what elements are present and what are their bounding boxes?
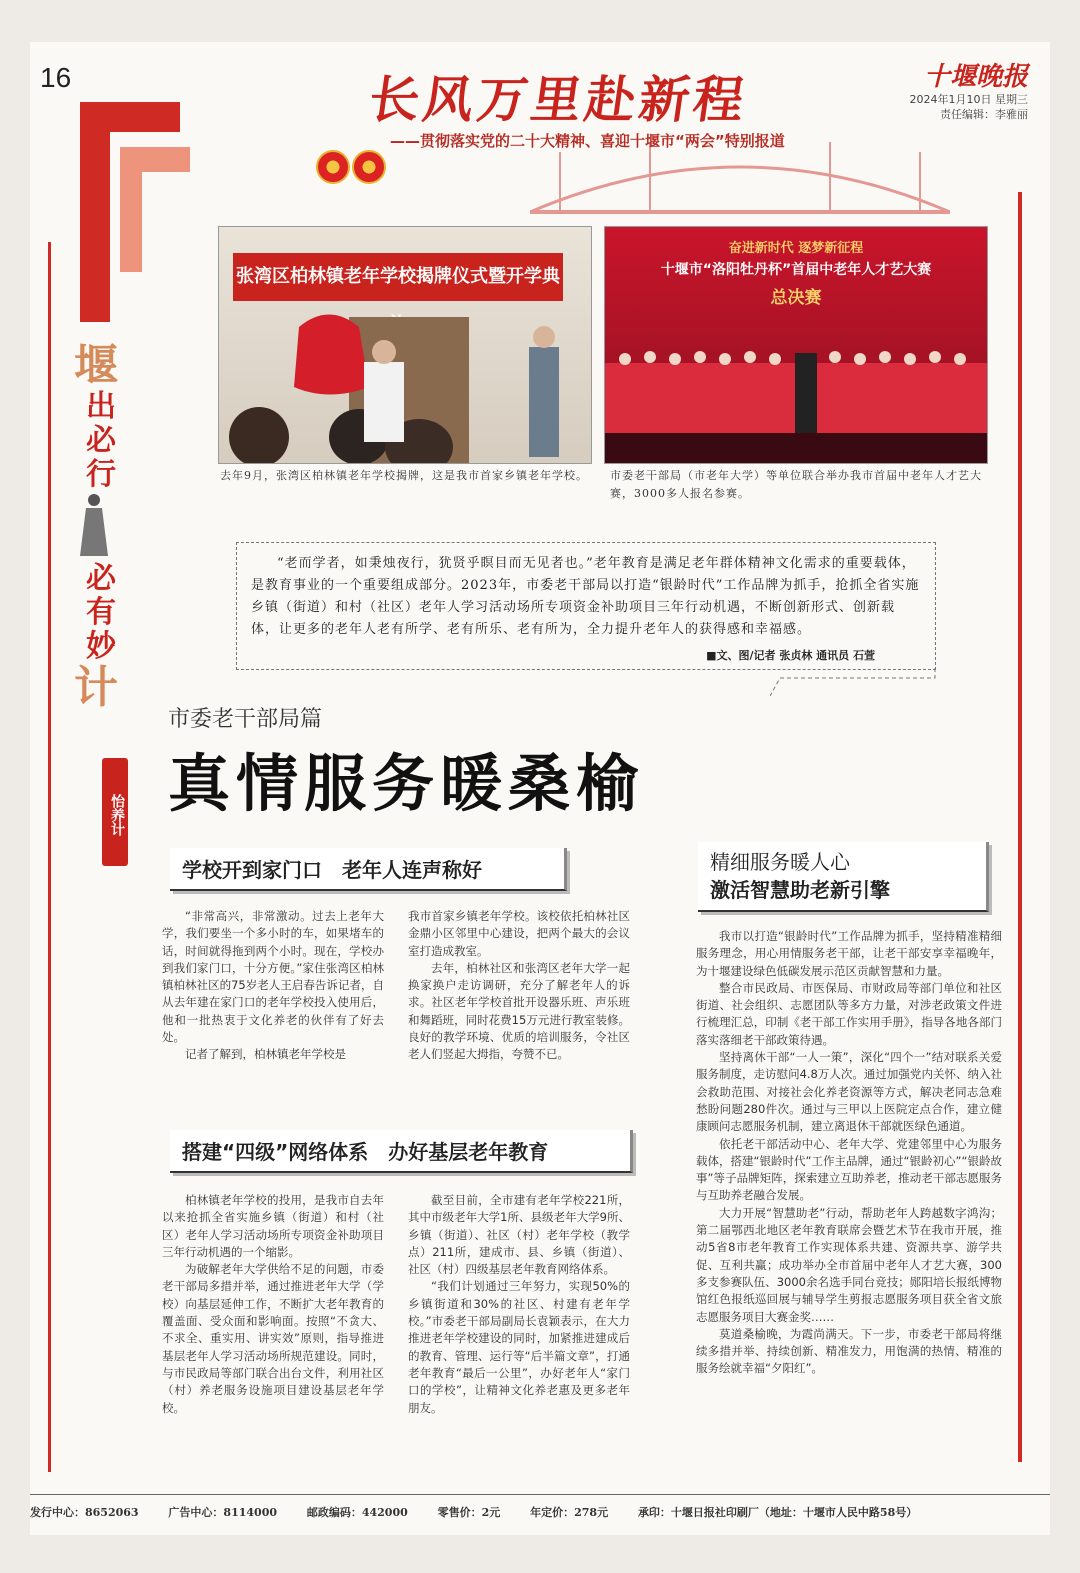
paragraph: 依托老干部活动中心、老年大学、党建邻里中心为服务载体，搭建“银龄时代”工作主品牌，通过“银龄初心”“银龄故事”等子品牌矩阵，探索建立互助养老，推动老干部志愿服务与互助养老融合发展。 xyxy=(696,1136,1002,1203)
paragraph: 截至目前，全市建有老年学校221所，其中市级老年大学1所、县级老年大学9所、乡镇（街道）、社区（村）老年学校（教学点）211所，建成市、县、乡镇（街道）、社区（村）四级基层老年教育网络体系。 xyxy=(408,1193,630,1277)
side-char-2: 出 xyxy=(86,389,116,424)
section2-column-2 xyxy=(408,1192,630,1417)
footer-postcode: 邮政编码：442000 xyxy=(306,1506,408,1519)
left-red-rule xyxy=(48,242,51,1472)
intro-box xyxy=(236,542,936,670)
photo-talent-contest xyxy=(604,226,988,464)
side-vertical-title xyxy=(74,342,144,712)
paragraph: 柏林镇老年学校的投用，是我市自去年以来抢抓全省实施乡镇（街道）和村（社区）老年人学习活动场所专项资金补助项目三年行动机遇的一个缩影。 xyxy=(162,1193,384,1259)
cppcc-emblem-icon xyxy=(352,150,386,184)
section1-column-2 xyxy=(408,908,630,1064)
paragraph: 记者了解到，柏林镇老年学校是 xyxy=(185,1047,346,1062)
paragraph: “非常高兴，非常激动。过去上老年大学，我们要坐一个多小时的车，如果堵车的话，时间就得拖到两个小时。现在，学校办到我们家门口，十分方便。”家住张湾区柏林镇柏林社区的75岁老人王启春告诉记者，自从去年建在家门口的老年学校投入使用后，他和一批热衷于文化养老的伙伴有了好去处。 xyxy=(162,909,384,1045)
paragraph: 整合市民政局、市医保局、市财政局等部门单位和社区街道、社会组织、志愿团队等多方力量，对涉老政策文件进行梳理汇总，印制《老干部工作实用手册》，指导各地各部门落实落细老干部政策待遇。 xyxy=(696,980,1002,1047)
side-char-4: 行 xyxy=(86,457,116,492)
dashed-corner-decoration xyxy=(770,668,940,698)
side-char-1: 堰 xyxy=(74,340,118,391)
footer-annual-price: 年定价：278元 xyxy=(530,1506,609,1519)
paragraph: 我市首家乡镇老年学校。该校依托柏林社区金鼎小区邻里中心建设，把两个最大的会议室打造成教室。 xyxy=(408,909,630,958)
paragraph: 坚持离休干部“一人一策”，深化“四个一”结对联系关爱服务制度，走访慰问4.8万人次。通过加强党内关怀、纳入社会救助范围、对接社会化养老资源等方式，解决老同志急难愁盼问题280件次。通过与三甲以上医院定点合作，建立健康顾问志愿服务机制，建立离退休干部就医绿色通道。 xyxy=(696,1050,1002,1134)
section3-heading xyxy=(698,842,989,912)
photo1-banner: 张湾区柏林镇老年学校揭牌仪式暨开学典 xyxy=(233,253,563,301)
section3-column xyxy=(696,928,1002,1378)
masthead-subtitle: ——贯彻落实党的二十大精神、喜迎十堰市“两会”特别报道 xyxy=(390,132,785,150)
seal-stamp: 怡养计 xyxy=(102,758,128,866)
date-block xyxy=(910,92,1029,122)
photo1-caption: 去年9月，张湾区柏林镇老年学校揭牌，这是我市首家乡镇老年学校。 xyxy=(220,469,588,482)
side-char-3: 必 xyxy=(86,423,116,458)
paragraph: 为破解老年大学供给不足的问题，市委老干部局多措并举，通过推进老年大学（学校）向基层延伸工作，不断扩大老年教育的覆盖面、受众面和影响面。按照“不贪大、不求全、重实用、讲实效”原则，指导推进基层老年人学习活动场所规范建设。同时，与市民政局等部门联合出台文件，利用社区（村）养老服务设施项目建设基层老年学校。 xyxy=(162,1262,384,1415)
article-headline: 真情服务暖桑榆 xyxy=(168,747,645,820)
masthead-title: 长风万里赴新程 xyxy=(365,70,752,129)
page-number: 16 xyxy=(40,62,72,93)
figure-silhouette-icon xyxy=(74,492,144,562)
paragraph: “我们计划通过三年努力，实现50%的乡镇街道和30%的社区、村建有老年学校。”市委老干部局副局长袁颖表示，在大力推进老年学校建设的同时，加紧推进建成后的教育、管理、运行等“后半篇文章”，打通老年教育“最后一公里”，办好老年人“家门口的学校”，让精神文化养老惠及更多老年朋友。 xyxy=(408,1279,630,1415)
section3-heading-line2: 激活智慧助老新引擎 xyxy=(710,878,890,902)
footer-rule xyxy=(30,1494,1050,1495)
paragraph: 我市以打造“银龄时代”工作品牌为抓手，坚持精准精细服务理念，用心用情服务老干部，让老干部安享幸福晚年，为十堰建设绿色低碳发展示范区贡献智慧和力量。 xyxy=(696,929,1002,978)
paragraph: 大力开展“智慧助老”行动，帮助老年人跨越数字鸿沟；第二届鄂西北地区老年教育联席会暨艺术节在我市开展，推动5省8市老年教育工作实现体系共建、资源共享、游学共促、互利共赢；成功举办全市首届中老年人才艺大赛，300多支参赛队伍、3000余名选手同台竞技；郧阳培长报纸博物馆红色报纸巡回展与辅导学生剪报志愿服务项目获全省文旅志愿服务项目大赛金奖…… xyxy=(696,1205,1002,1324)
red-chevron-decoration xyxy=(70,72,190,322)
right-red-rule xyxy=(1018,192,1022,1462)
photo2-caption: 市委老干部局（市老年大学）等单位联合举办我市首届中老年人才艺大赛，3000多人报名参赛。 xyxy=(610,469,982,500)
paragraph: 莫道桑榆晚，为霞尚满天。下一步，市委老干部局将继续多措并举、持续创新、精准发力，用饱满的热情、精准的服务绘就幸福“夕阳红”。 xyxy=(696,1326,1002,1376)
footer-distribution: 发行中心：8652063 xyxy=(30,1506,139,1519)
footer xyxy=(30,1504,1050,1520)
intro-credit: ■文、图/记者 张贞林 通讯员 石萱 xyxy=(706,649,875,662)
footer-retail-price: 零售价：2元 xyxy=(437,1506,501,1519)
newspaper-page xyxy=(30,42,1050,1535)
section3-heading-line1: 精细服务暖人心 xyxy=(710,850,850,874)
editor-credit: 责任编辑：李雅丽 xyxy=(940,108,1028,121)
footer-printer: 承印：十堰日报社印刷厂（地址：十堰市人民中路58号） xyxy=(637,1506,918,1519)
photo2-banner-top: 奋进新时代 逐梦新征程 xyxy=(728,241,864,256)
national-emblem-icon xyxy=(316,150,350,184)
intro-text: “老而学者，如秉烛夜行，犹贤乎瞑目而无见者也。”老年教育是满足老年群体精神文化需求的重要载体，是教育事业的一个重要组成部分。2023年，市委老干部局以打造“银龄时代”工作品牌为抓手，抢抓全省实施乡镇（街道）和村（社区）老年人学习活动场所专项资金补助项目三年行动机遇，不断创新形式、创新载体，让更多的老年人老有所学、老有所乐、老有所为，全力提升老年人的获得感和幸福感。 xyxy=(251,556,920,637)
section1-column-1 xyxy=(162,908,384,1064)
photo2-banner-main: 十堰市“洛阳牡丹杯”首届中老年人才艺大赛 xyxy=(660,262,932,278)
section2-heading: 搭建“四级”网络体系 办好基层老年教育 xyxy=(170,1130,633,1173)
side-char-8: 计 xyxy=(74,662,118,713)
photo1-scene xyxy=(219,307,591,463)
paragraph: 去年，柏林社区和张湾区老年大学一起换家换户走访调研，充分了解老年人的诉求。社区老年学校首批开设器乐班、声乐班和舞蹈班，同时花费15万元进行教室装修。良好的教学环境、优质的培训服务，令社区老人们竖起大拇指，夸赞不已。 xyxy=(408,960,630,1062)
photo2-choir-scene xyxy=(605,323,987,463)
photo-school-unveiling xyxy=(218,226,592,464)
photo2-banner-sub: 总决赛 xyxy=(770,288,822,308)
side-char-7: 妙 xyxy=(86,629,116,664)
section1-heading: 学校开到家门口 老年人连声称好 xyxy=(170,848,567,891)
paper-name: 十堰晚报 xyxy=(923,62,1028,92)
section2-column-1 xyxy=(162,1192,384,1417)
side-char-5: 必 xyxy=(86,561,116,596)
footer-advertising: 广告中心：8114000 xyxy=(168,1506,277,1519)
issue-date: 2024年1月10日 星期三 xyxy=(909,93,1028,106)
side-char-6: 有 xyxy=(86,595,116,630)
article-kicker: 市委老干部局篇 xyxy=(168,707,323,732)
